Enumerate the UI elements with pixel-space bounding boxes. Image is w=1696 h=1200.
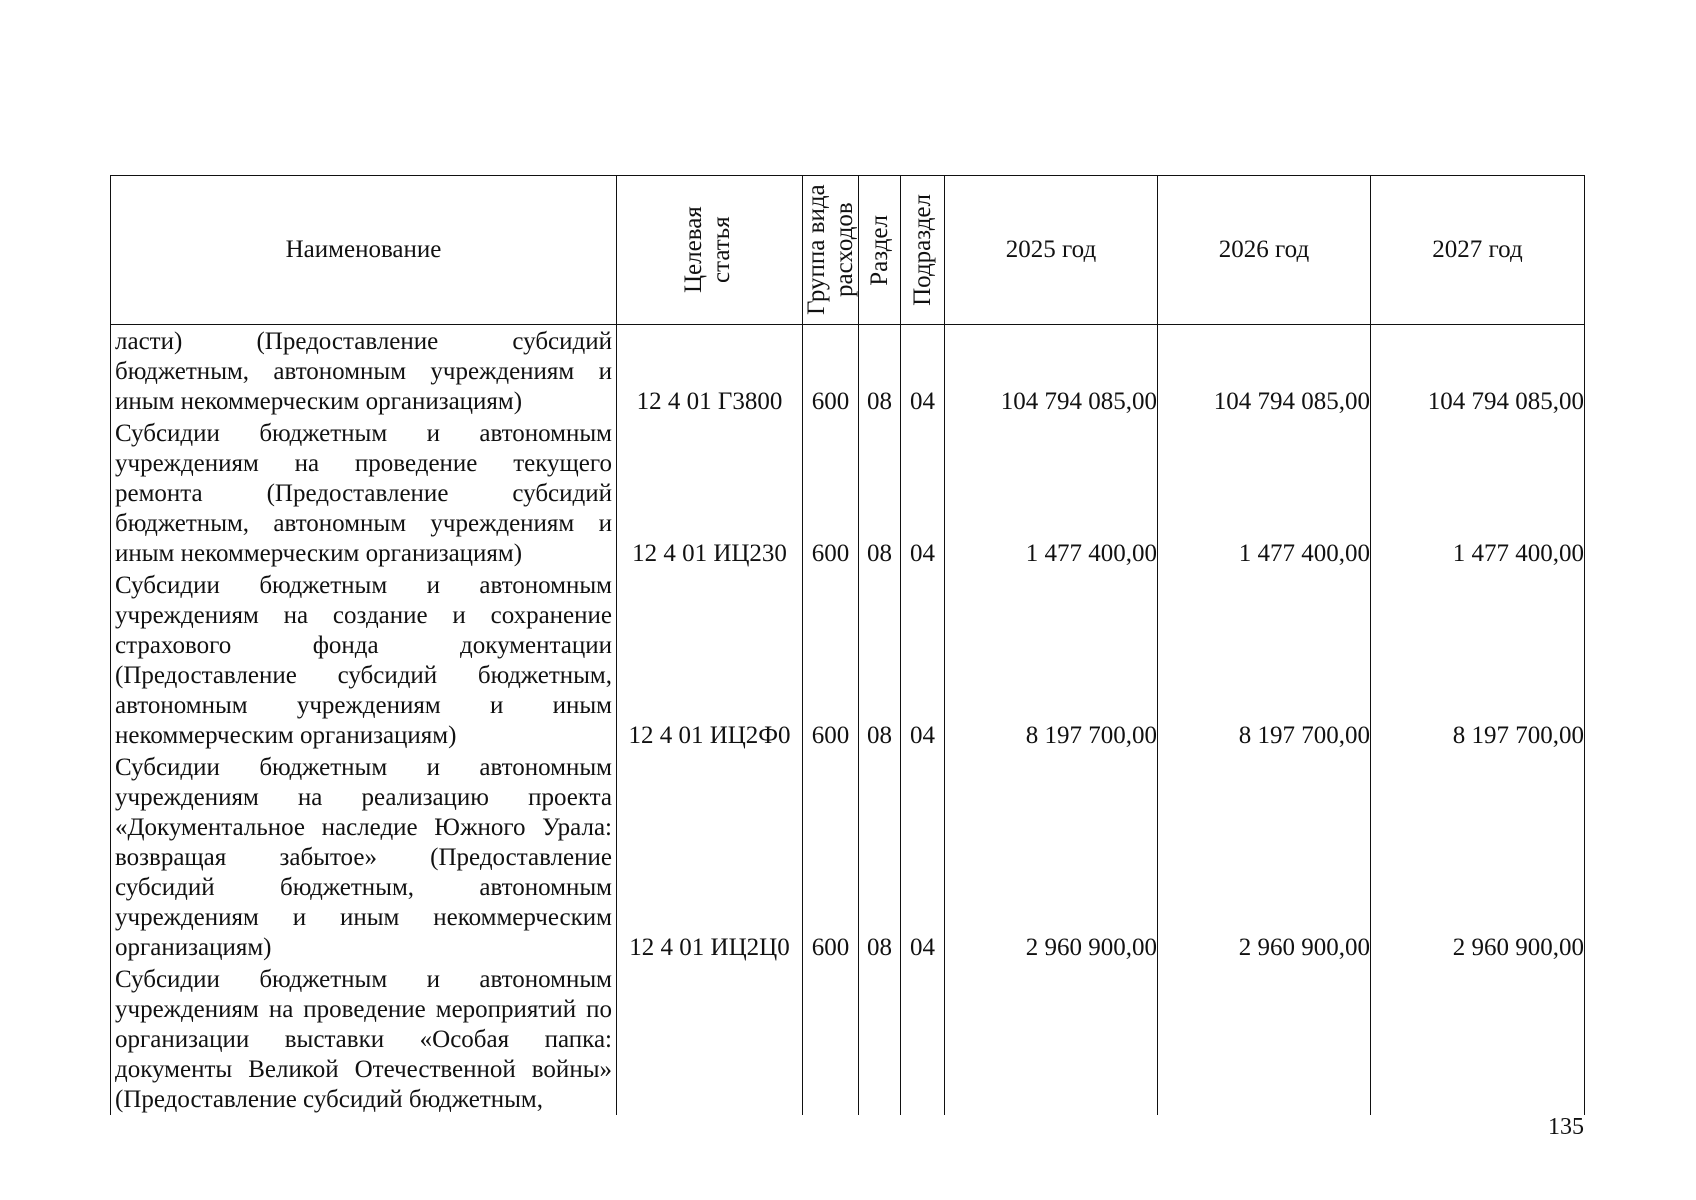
row-section: 08 (859, 325, 901, 418)
row-amount-2025: 2 960 900,00 (945, 751, 1158, 963)
row-name: Субсидии бюджетным и автономным учреждениям на создание и сохранение страхового фонда документации (Предоставление субсидий бюджетным, автономным учреждениям и иным некоммерческим организациям) (111, 569, 617, 751)
row-amount-2026: 104 794 085,00 (1158, 325, 1371, 418)
row-group: 600 (803, 417, 859, 569)
header-2026: 2026 год (1158, 176, 1371, 325)
table-header-row (111, 176, 1585, 325)
table-row (111, 569, 1585, 751)
row-code: 12 4 01 ИЦ230 (617, 417, 803, 569)
row-amount-2026: 8 197 700,00 (1158, 569, 1371, 751)
row-code: 12 4 01 ИЦ2Ф0 (617, 569, 803, 751)
row-group: 600 (803, 325, 859, 418)
row-amount-2026 (1158, 963, 1371, 1115)
row-name: Субсидии бюджетным и автономным учреждениям на проведение текущего ремонта (Предоставление субсидий бюджетным, автономным учреждениям и иным некоммерческим организациям) (111, 417, 617, 569)
row-code: 12 4 01 ИЦ2Ц0 (617, 751, 803, 963)
row-section (859, 963, 901, 1115)
row-amount-2026: 1 477 400,00 (1158, 417, 1371, 569)
row-amount-2026: 2 960 900,00 (1158, 751, 1371, 963)
row-amount-2025: 1 477 400,00 (945, 417, 1158, 569)
row-section: 08 (859, 569, 901, 751)
row-amount-2027: 8 197 700,00 (1371, 569, 1585, 751)
row-amount-2027: 104 794 085,00 (1371, 325, 1585, 418)
table-row (111, 963, 1585, 1115)
row-name: Субсидии бюджетным и автономным учреждениям на проведение мероприятий по организации выставки «Особая папка: документы Великой Отечественной войны» (Предоставление субсидий бюджетным, (111, 963, 617, 1115)
row-name: Субсидии бюджетным и автономным учреждениям на реализацию проекта «Документальное наследие Южного Урала: возвращая забытое» (Предоставление субсидий бюджетным, автономным учреждениям и иным некоммерческим организациям) (111, 751, 617, 963)
header-name: Наименование (111, 176, 617, 325)
row-amount-2027: 2 960 900,00 (1371, 751, 1585, 963)
row-amount-2027 (1371, 963, 1585, 1115)
row-subsection (901, 963, 945, 1115)
row-code: 12 4 01 Г3800 (617, 325, 803, 418)
table-row (111, 325, 1585, 418)
row-subsection: 04 (901, 325, 945, 418)
row-name: ласти) (Предоставление субсидий бюджетным, автономным учреждениям и иным некоммерческим организациям) (111, 325, 617, 418)
header-target: Целевая статья (617, 176, 803, 325)
row-subsection: 04 (901, 751, 945, 963)
row-code (617, 963, 803, 1115)
row-section: 08 (859, 417, 901, 569)
table-row (111, 751, 1585, 963)
header-group: Группа вида расходов (803, 176, 859, 325)
row-amount-2025: 8 197 700,00 (945, 569, 1158, 751)
row-subsection: 04 (901, 417, 945, 569)
row-group: 600 (803, 751, 859, 963)
budget-table (110, 175, 1585, 1115)
header-2025: 2025 год (945, 176, 1158, 325)
row-amount-2025 (945, 963, 1158, 1115)
row-group: 600 (803, 569, 859, 751)
row-amount-2025: 104 794 085,00 (945, 325, 1158, 418)
page-number: 135 (1548, 1114, 1584, 1140)
row-group (803, 963, 859, 1115)
table-row (111, 417, 1585, 569)
row-subsection: 04 (901, 569, 945, 751)
header-subsection: Подраздел (901, 176, 945, 325)
row-section: 08 (859, 751, 901, 963)
header-2027: 2027 год (1371, 176, 1585, 325)
header-section: Раздел (859, 176, 901, 325)
row-amount-2027: 1 477 400,00 (1371, 417, 1585, 569)
